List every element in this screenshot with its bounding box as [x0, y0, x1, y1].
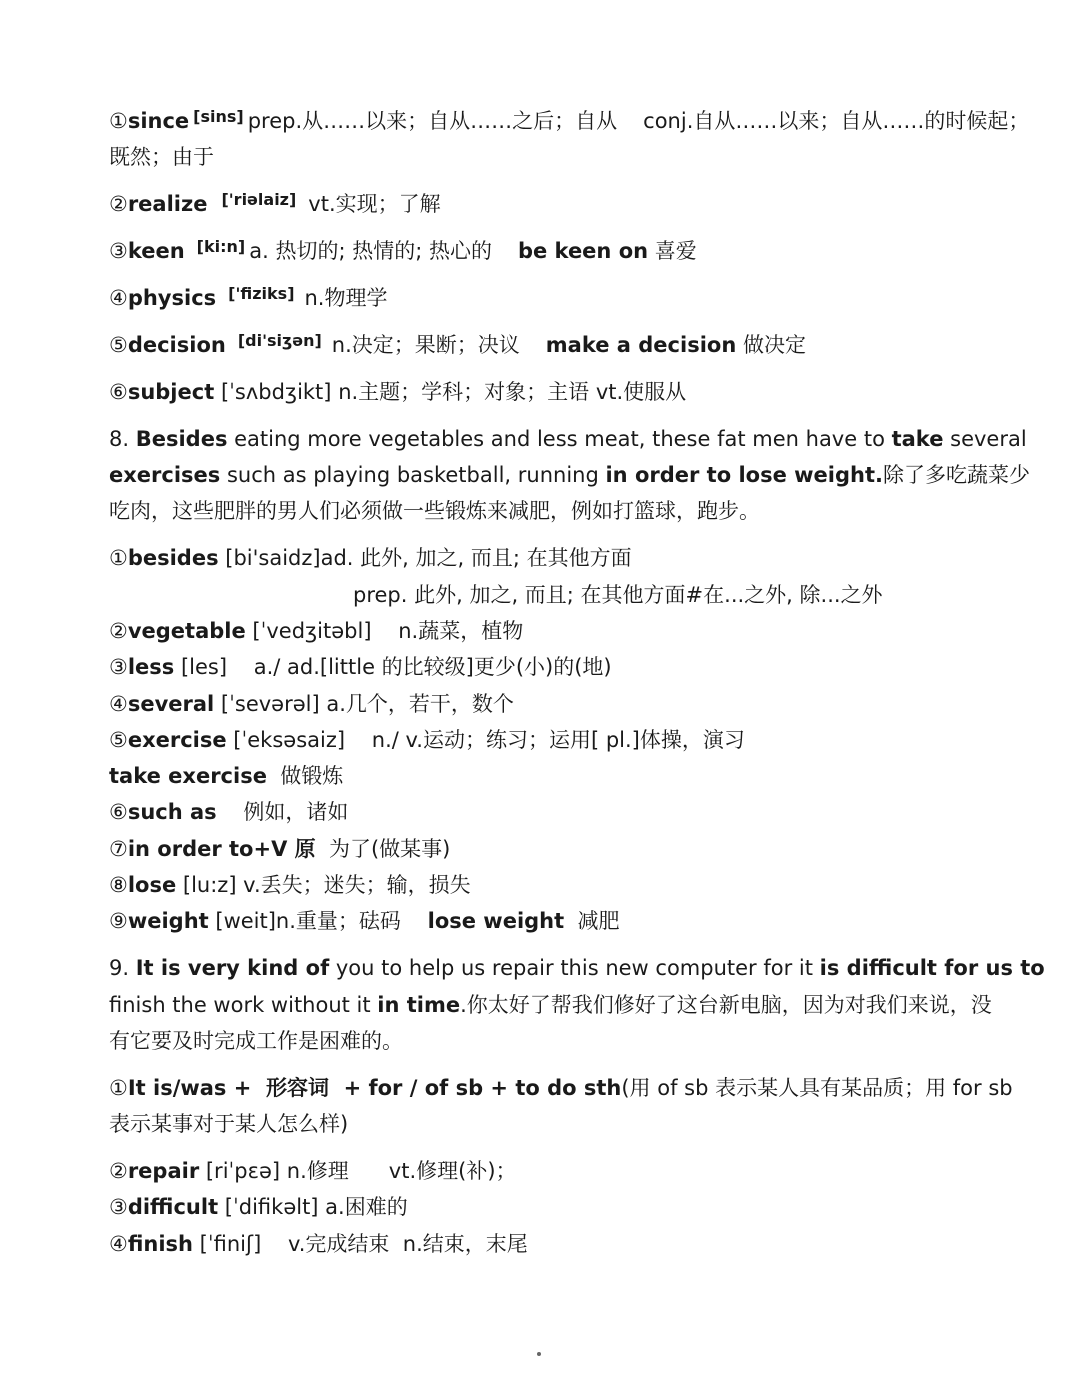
phonetic: ['fiziks] [228, 284, 295, 303]
headword: decision [127, 333, 226, 357]
grammar-it-is-adj-cont: 表示某事对于某人怎么样) [109, 1112, 349, 1136]
headword: repair [127, 1159, 200, 1183]
sentence-9-line-2: finish the work without it in time.你太好了帮我们修好了这台新电脑，因为对我们来说，没 [109, 993, 992, 1017]
vocab-difficult: ③difficult [ˈdifikəlt] a.困难的 [109, 1195, 408, 1219]
headword: physics [127, 286, 217, 310]
vocab-lose: ⑧lose [lu:z] v.丢失；迷失；输，损失 [109, 873, 471, 897]
vocab-subject: ⑥subject [ˈsʌbdʒikt] n.主题；学科；对象；主语 vt.使服从 [109, 380, 687, 404]
vocab-weight: ⑨weight [weit]n.重量；砝码 lose weight 减肥 [109, 909, 620, 933]
vocab-less: ③less [les] a./ ad.[little 的比较级]更少(小)的(地) [109, 655, 612, 679]
headword: in order to+V 原 [127, 837, 316, 861]
vocab-besides-prep: prep. 此外, 加之, 而且; 在其他方面#在...之外, 除...之外 [353, 583, 883, 607]
page-dot [537, 1352, 541, 1356]
headword: besides [127, 546, 219, 570]
headword: keen [127, 239, 185, 263]
vocab-repair: ②repair [riˈpɛə] n.修理 vt.修理(补)； [109, 1159, 517, 1183]
vocab-several: ④several [ˈsevərəl] a.几个，若干，数个 [109, 692, 514, 716]
vocab-finish: ④finish [ˈfiniʃ] v.完成结束 n.结束，末尾 [109, 1232, 528, 1256]
vocab-decision: ⑤decision [di'siʒən] n.决定；果断；决议 make a decision 做决定 [109, 331, 806, 357]
vocab-since: ①since [sins] prep.从……以来；自从……之后；自从 conj.自从……以来；自从……的时候起； [109, 107, 1030, 133]
vocab-take-exercise: take exercise 做锻炼 [109, 764, 344, 788]
vocab-in-order-to: ⑦in order to+V 原 为了(做某事) [109, 837, 451, 861]
grammar-it-is-adj: ①It is/was + 形容词 + for / of sb + to do sth(用 of sb 表示某人具有某品质；用 for sb [109, 1076, 1013, 1100]
headword: exercise [127, 728, 227, 752]
grammar-pattern: It is/was + 形容词 + for / of sb + to do sth [127, 1076, 622, 1100]
vocab-physics: ④physics ['fiziks] n.物理学 [109, 284, 388, 310]
vocab-since-cont: 既然；由于 [109, 145, 214, 169]
phonetic: [sins] [193, 107, 244, 126]
headword: such as [127, 800, 217, 824]
headword: since [127, 109, 190, 133]
sentence-9-line-3: 有它要及时完成工作是困难的。 [109, 1029, 403, 1053]
sentence-9-line-1: 9. It is very kind of you to help us repair this new computer for it is difficult for us to [109, 956, 1045, 980]
phrase: be keen on [517, 239, 649, 263]
phonetic: [di'siʒən] [237, 331, 322, 350]
sentence-8-line-2: exercises such as playing basketball, running in order to lose weight.除了多吃蔬菜少 [109, 463, 1030, 487]
phrase: make a decision [545, 333, 737, 357]
headword: several [127, 692, 215, 716]
headword: subject [127, 380, 215, 404]
headword: finish [127, 1232, 193, 1256]
vocab-such-as: ⑥such as 例如，诸如 [109, 800, 349, 824]
sentence-8-line-3: 吃肉，这些肥胖的男人们必须做一些锻炼来减肥，例如打篮球，跑步。 [109, 499, 760, 523]
vocab-exercise: ⑤exercise [ˈeksəsaiz] n./ v.运动；练习；运用[ pl.]体操，演习 [109, 728, 745, 752]
vocab-vegetable: ②vegetable [ˈvedʒitəbl] n.蔬菜，植物 [109, 619, 524, 643]
sentence-8-line-1: 8. Besides eating more vegetables and less meat, these fat men have to take several [109, 427, 1027, 451]
phonetic: ['riəlaiz] [221, 190, 297, 209]
headword: weight [127, 909, 209, 933]
phrase: take exercise [109, 764, 267, 788]
phonetic: [ki:n] [196, 237, 246, 256]
headword: difficult [127, 1195, 219, 1219]
headword: realize [127, 192, 208, 216]
vocab-keen: ③keen [ki:n] a. 热切的; 热情的; 热心的 be keen on 喜爱 [109, 237, 697, 263]
vocab-realize: ②realize ['riəlaiz] vt.实现；了解 [109, 190, 441, 216]
headword: less [127, 655, 175, 679]
phrase: lose weight [427, 909, 565, 933]
headword: vegetable [127, 619, 246, 643]
vocab-besides: ①besides [bi'saidz]ad. 此外, 加之, 而且; 在其他方面 [109, 546, 632, 570]
headword: lose [127, 873, 177, 897]
